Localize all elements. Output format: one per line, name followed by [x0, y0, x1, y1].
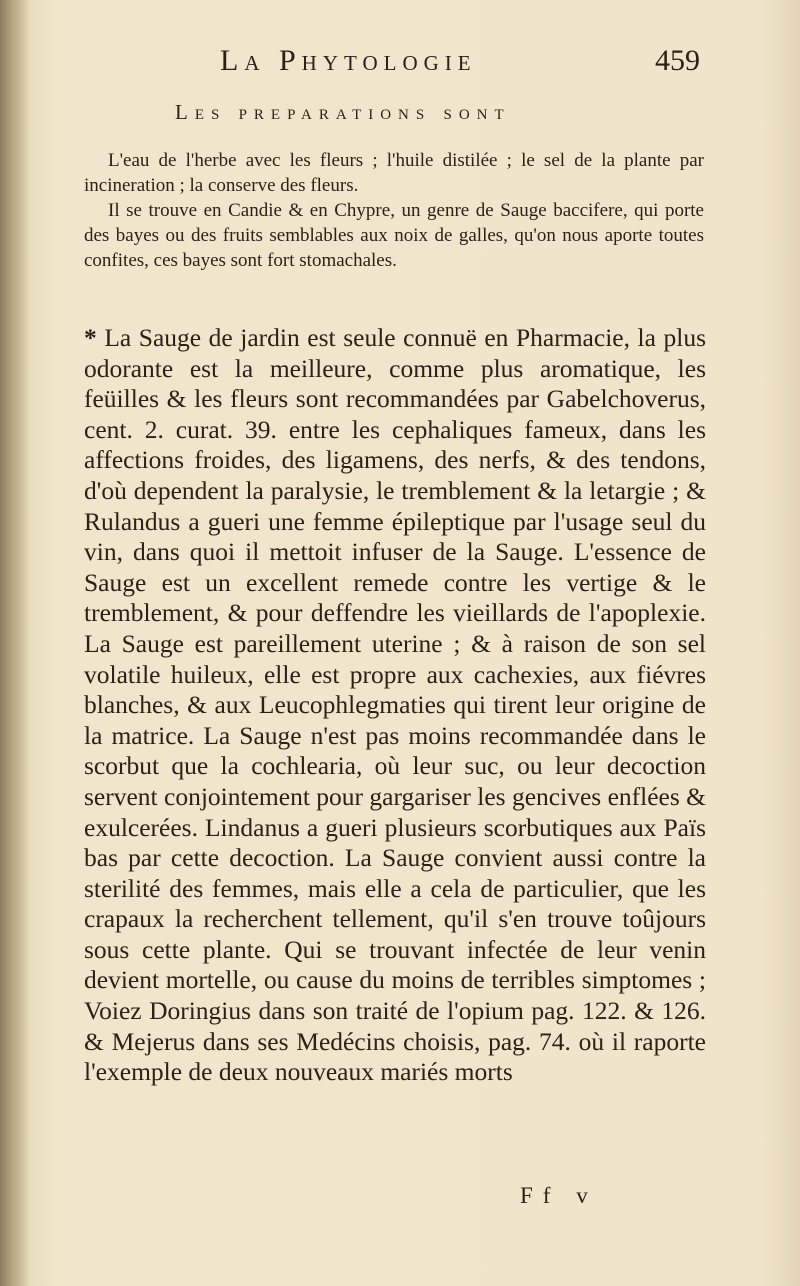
main-paragraph-text: La Sauge de jardin est seule connuë en Pharmacie, la plus odorante est la meilleure, comme plus aromatique, les feüilles & les fleurs sont recommandées par Gabelchoverus, cent. 2. curat. 39. entre les cephaliques fameux, dans les affections froides, des ligamens, des nerfs, & des tendons, d'où dependent la paralysie, le tremblement & la letargie ; & Rulandus a gueri une femme épileptique par l'usage seul du vin, dans quoi il mettoit infuser de la Sauge. L'essence de Sauge est un excellent remede contre les vertige & le tremblement, & pour deffendre les vieillards de l'apoplexie. La Sauge est pareillement uterine ; & à raison de son sel volatile huileux, elle est propre aux cachexies, aux fiévres blanches, & aux Leucophlegmaties qui tirent leur origine de la matrice. La Sauge n'est pas moins recommandée dans le scorbut que la cochlearia, où leur suc, ou leur decoction servent conjointement pour gargariser les gencives enflées & exulcerées. Lindanus a gueri plusieurs scorbutiques aux Païs bas par cette decoction. La Sauge convient aussi contre la sterilité des femmes, mais elle a cela de particulier, que les crapaux la recherchent tellement, qu'il s'en trouve toûjours sous cette plante. Qui se trouvant infectée de leur venin devient mortelle, ou cause du moins de terribles simptomes ; Voiez Doringius dans son traité de l'opium pag. 122. & 126. & Mejerus dans ses Medécins choisis, pag. 74. où il raporte l'exemple de deux nouveaux mariés morts [84, 323, 706, 1087]
page-header [180, 40, 700, 90]
preparations-text [84, 148, 704, 273]
asterisk-marker: * [84, 323, 97, 352]
main-body-text [84, 323, 706, 1088]
page-binding-shadow [0, 0, 30, 1286]
page-number: 459 [655, 44, 700, 77]
section-heading: Les preparations sont [175, 100, 511, 124]
signature-mark: Ff v [520, 1183, 598, 1208]
preparations-paragraph: L'eau de l'herbe avec les fleurs ; l'huile distilée ; le sel de la plante par incineration ; la conserve des fleurs. [84, 150, 704, 196]
main-paragraph [84, 323, 706, 1088]
running-title: La Phytologie [220, 44, 477, 77]
baccifere-paragraph: Il se trouve en Candie & en Chypre, un genre de Sauge baccifere, qui porte des bayes ou des fruits semblables aux noix de galles, qu'on nous aporte toutes confites, ces bayes sont fort stomachales. [84, 200, 704, 271]
